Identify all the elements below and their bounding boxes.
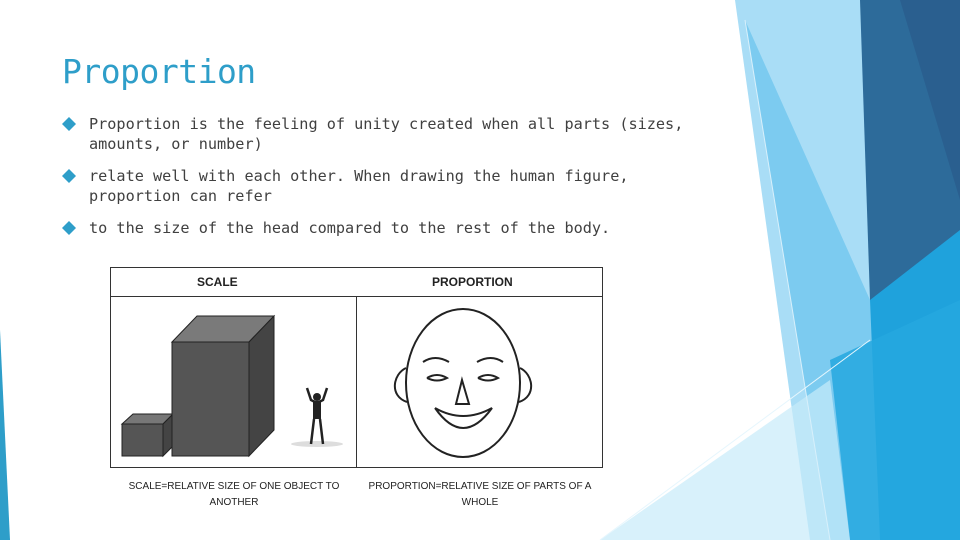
- diamond-bullet-icon: [62, 221, 76, 235]
- bullet-text: Proportion is the feeling of unity created when all parts (sizes, amounts, or number): [89, 115, 684, 153]
- facet-lower: [600, 380, 850, 540]
- proportion-caption: PROPORTION=RELATIVE SIZE OF PARTS OF A WHOLE: [368, 481, 592, 508]
- face-drawing: [395, 309, 531, 457]
- bullet-item: [62, 166, 722, 206]
- scale-header: SCALE: [197, 275, 238, 289]
- diamond-bullet-icon: [62, 117, 76, 131]
- bullet-item: [62, 218, 722, 238]
- illustration-drawing: [111, 296, 602, 467]
- facet-left-edge: [0, 330, 10, 540]
- proportion-header: PROPORTION: [432, 275, 513, 289]
- large-cube-drawing: [172, 316, 274, 456]
- scale-caption: SCALE=RELATIVE SIZE OF ONE OBJECT TO ANOTHER: [128, 481, 340, 508]
- small-cube-drawing: [122, 414, 173, 456]
- slide-title: Proportion: [62, 52, 256, 91]
- bullet-text: to the size of the head compared to the rest of the body.: [89, 219, 611, 237]
- human-figure-drawing: [291, 388, 343, 447]
- bullet-list: [62, 114, 722, 250]
- bullet-text: relate well with each other. When drawing the human figure, proportion can refer: [89, 167, 629, 205]
- diamond-bullet-icon: [62, 169, 76, 183]
- bullet-item: [62, 114, 722, 154]
- illustration-header-row: [111, 268, 602, 297]
- scale-proportion-illustration: [110, 267, 603, 508]
